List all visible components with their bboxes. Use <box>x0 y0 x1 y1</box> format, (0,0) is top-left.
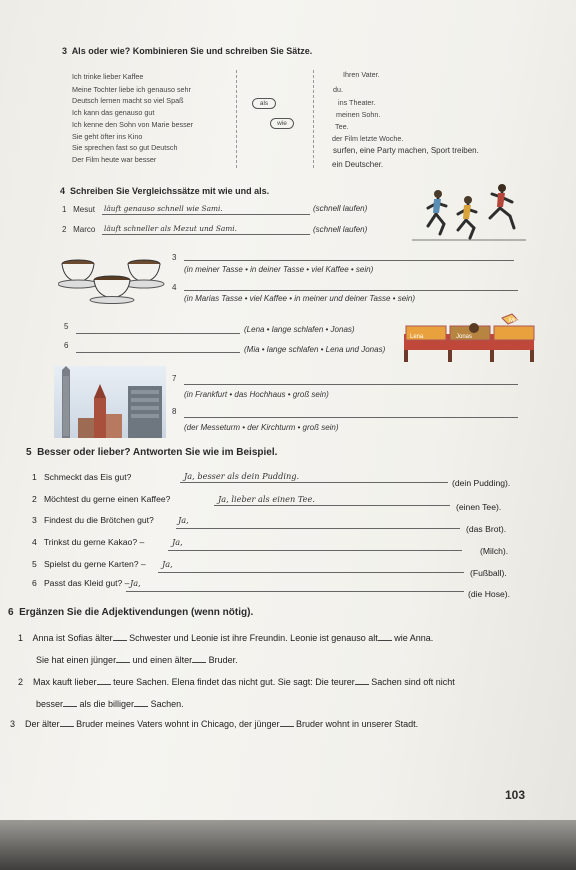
ex5-item-6-answer[interactable]: Ja, <box>130 578 141 588</box>
exercise-4-number: 4 <box>60 186 66 196</box>
ex6-item-2-blank-4[interactable] <box>134 698 148 707</box>
ex6-item-2-part-e: als die billiger <box>79 699 135 709</box>
ex5-item-2-answer[interactable]: Ja, lieber als einen Tee. <box>218 494 315 504</box>
ex5-item-1-number: 1 <box>32 472 37 482</box>
ex4-item-2-number: 2 <box>62 225 67 234</box>
bed-label-mia: Mia <box>509 318 519 324</box>
ex3-right-8: ein Deutscher. <box>332 160 384 169</box>
ex4-item-1-number: 1 <box>62 205 67 214</box>
ex5-item-1-question: Schmeckt das Eis gut? <box>43 472 132 482</box>
ex5-item-4 <box>32 537 144 547</box>
ex4-item-5-number: 5 <box>64 322 69 331</box>
ex3-separator-right <box>313 70 314 168</box>
ex6-item-3-blank-1[interactable] <box>60 718 74 727</box>
ex6-item-2-part-d: besser <box>36 699 64 709</box>
ex4-item-2 <box>62 225 95 234</box>
ex4-item-5-line[interactable] <box>76 333 240 334</box>
ex5-item-1 <box>32 472 131 482</box>
ex3-right-6: der Film letzte Woche. <box>332 134 404 143</box>
ex3-right-7: surfen, eine Party machen, Sport treiben. <box>333 146 479 155</box>
ex6-item-1-part-f: Bruder. <box>208 655 238 665</box>
ex4-item-3-number: 3 <box>172 253 177 262</box>
ex4-item-1-answer[interactable]: läuft genauso schnell wie Sami. <box>104 204 223 213</box>
beds-illustration <box>404 312 536 364</box>
ex5-item-4-cue: (Milch). <box>480 546 509 556</box>
ex5-item-6-cue: (die Hose). <box>468 589 511 599</box>
ex5-item-3 <box>32 515 154 525</box>
ex6-item-1-part-d: Sie hat einen jünger <box>36 655 117 665</box>
ex5-item-5-cue: (Fußball). <box>470 568 507 578</box>
ex4-item-1-subject: Mesut <box>73 205 95 214</box>
ex4-item-7-cue: (in Frankfurt • das Hochhaus • groß sein) <box>184 390 329 399</box>
ex4-item-7-line[interactable] <box>184 384 518 385</box>
ex5-item-1-answer[interactable]: Ja, besser als dein Pudding. <box>184 471 300 481</box>
ex6-item-1-part-a: Anna ist Sofias älter <box>32 633 113 643</box>
ex3-left-3: Deutsch lernen macht so viel Spaß <box>72 96 184 105</box>
ex6-item-3-number: 3 <box>10 719 16 729</box>
ex5-item-3-number: 3 <box>32 515 37 525</box>
ex5-item-6 <box>32 578 129 588</box>
messeturm <box>62 366 70 438</box>
ex4-item-7-number: 7 <box>172 374 177 383</box>
exercise-4-title <box>60 186 269 196</box>
runner-right <box>490 184 514 228</box>
runner-middle <box>458 196 476 238</box>
ex3-right-5: Tee. <box>335 122 349 131</box>
ex3-right-2: du. <box>333 85 343 94</box>
cup-left <box>58 260 98 288</box>
ex4-item-3-cue: (in meiner Tasse • in deiner Tasse • viel Kaffee • sein) <box>184 265 374 274</box>
als-option: als <box>252 98 276 109</box>
ex5-item-6-line <box>126 591 464 592</box>
runners-illustration <box>410 180 530 246</box>
exercise-6-number: 6 <box>8 607 14 618</box>
exercise-3-instruction: Als oder wie? Kombinieren Sie und schreiben Sie Sätze. <box>71 46 313 56</box>
ex4-item-1-line <box>102 214 310 215</box>
ex6-item-2-blank-1[interactable] <box>97 676 111 685</box>
ex6-item-1-blank-1[interactable] <box>113 632 127 641</box>
ex6-item-1-part-e: und einen älter <box>132 655 193 665</box>
ex6-item-2-number: 2 <box>18 677 24 687</box>
ex5-item-5 <box>32 559 146 569</box>
ex5-item-2-cue: (einen Tee). <box>456 502 502 512</box>
ex4-item-4-number: 4 <box>172 283 177 292</box>
ex5-item-3-line <box>176 528 460 529</box>
ex6-item-2-blank-3[interactable] <box>63 698 77 707</box>
ex6-item-3-part-c: Bruder wohnt in unserer Stadt. <box>296 719 419 729</box>
ex3-separator-left <box>236 70 237 168</box>
ex4-item-1 <box>62 205 95 214</box>
ex3-right-3: ins Theater. <box>338 98 376 107</box>
exercise-5-title <box>26 447 277 458</box>
ex6-item-2-part-a: Max kauft lieber <box>33 677 97 687</box>
ex4-item-3-line[interactable] <box>184 260 514 261</box>
ex3-left-5: Ich kenne den Sohn von Marie besser <box>72 120 194 129</box>
ex6-item-2-blank-2[interactable] <box>355 676 369 685</box>
coffee-cups-illustration <box>58 252 168 304</box>
ex5-item-2-line <box>214 505 450 506</box>
page-shadow-edge <box>0 820 576 870</box>
ex3-left-2: Meine Tochter liebe ich genauso sehr <box>72 85 191 94</box>
ex4-item-5-cue: (Lena • lange schlafen • Jonas) <box>244 325 355 334</box>
ex3-left-4: Ich kann das genauso gut <box>72 108 155 117</box>
runner-left <box>428 190 446 234</box>
cup-right <box>124 260 164 288</box>
ex5-item-3-question: Findest du die Brötchen gut? <box>43 515 154 525</box>
ex5-item-4-line <box>168 550 462 551</box>
ex5-item-5-answer[interactable]: Ja, <box>162 559 173 569</box>
ex5-item-4-answer[interactable]: Ja, <box>172 537 183 547</box>
wie-option: wie <box>270 118 294 129</box>
ex4-item-4-cue: (in Marias Tasse • viel Kaffee • in meiner und deiner Tasse • sein) <box>184 294 416 303</box>
ex3-left-7: Sie sprechen fast so gut Deutsch <box>72 143 178 152</box>
ex4-item-8-number: 8 <box>172 407 177 416</box>
ex6-item-3-line-1 <box>10 718 418 729</box>
ex5-item-4-number: 4 <box>32 537 37 547</box>
ex3-left-6: Sie geht öfter ins Kino <box>72 132 143 141</box>
page-number: 103 <box>505 788 526 802</box>
ex6-item-1-blank-2[interactable] <box>378 632 392 641</box>
frankfurt-skyline-illustration <box>54 366 166 438</box>
ex6-item-1-number: 1 <box>18 633 24 643</box>
ex4-item-2-answer[interactable]: läuft schneller als Mezut und Sami. <box>104 224 238 233</box>
ex4-item-2-cue: (schnell laufen) <box>313 225 368 234</box>
ex5-item-2-number: 2 <box>32 494 37 504</box>
ex3-left-1: Ich trinke lieber Kaffee <box>72 72 144 81</box>
ex6-item-2-part-f: Sachen. <box>150 699 184 709</box>
ex5-item-5-line <box>158 572 464 573</box>
ex3-right-1: Ihren Vater. <box>343 70 380 79</box>
ex4-item-2-subject: Marco <box>73 225 96 234</box>
ex3-right-4: meinen Sohn. <box>336 110 381 119</box>
ex6-item-1-line-2 <box>36 654 238 665</box>
ex5-item-6-number: 6 <box>32 578 37 588</box>
exercise-5-instruction: Besser oder lieber? Antworten Sie wie im Beispiel. <box>37 447 278 458</box>
ex4-item-6-cue: (Mia • lange schlafen • Lena und Jonas) <box>244 345 386 354</box>
hochhaus <box>128 386 162 438</box>
exercise-3-title <box>62 46 312 56</box>
ex4-item-2-line <box>102 234 310 235</box>
ex5-item-2-question: Möchtest du gerne einen Kaffee? <box>43 494 171 504</box>
ex4-item-6-line[interactable] <box>76 352 240 353</box>
ex4-item-4-line[interactable] <box>184 290 518 291</box>
ex6-item-3-part-a: Der älter <box>25 719 60 729</box>
ex5-item-1-cue: (dein Pudding). <box>452 478 511 488</box>
ex5-item-3-cue: (das Brot). <box>466 524 507 534</box>
ex6-item-1-part-b: Schwester und Leonie ist ihre Freundin. Leonie ist genauso alt <box>129 633 378 643</box>
ex4-item-6-number: 6 <box>64 341 69 350</box>
ex5-item-4-question: Trinkst du gerne Kakao? – <box>43 537 145 547</box>
ex5-item-2 <box>32 494 170 504</box>
exercise-6-instruction: Ergänzen Sie die Adjektivendungen (wenn nötig). <box>19 607 254 618</box>
ex6-item-1-line-1 <box>18 632 433 643</box>
ex6-item-1-blank-3[interactable] <box>116 654 130 663</box>
ex3-left-8: Der Film heute war besser <box>72 155 157 164</box>
ex6-item-2-part-c: Sachen sind oft nicht <box>371 677 455 687</box>
ex6-item-3-part-b: Bruder meines Vaters wohnt in Chicago, der jünger <box>76 719 280 729</box>
ex5-item-1-line <box>180 482 448 483</box>
ex5-item-6-question: Passt das Kleid gut? – <box>43 578 130 588</box>
ex6-item-2-line-2 <box>36 698 184 709</box>
ex5-item-3-answer[interactable]: Ja, <box>178 515 189 525</box>
bed-label-lena: Lena <box>410 334 424 340</box>
ex4-item-1-cue: (schnell laufen) <box>313 204 368 213</box>
ex6-item-1-part-c: wie Anna. <box>394 633 434 643</box>
ex5-item-5-number: 5 <box>32 559 37 569</box>
exercise-6-title <box>8 607 253 618</box>
exercise-4-instruction: Schreiben Sie Vergleichssätze mit wie und als. <box>70 186 270 196</box>
ex4-item-8-cue: (der Messeturm • der Kirchturm • groß sein) <box>184 423 339 432</box>
ex5-item-5-question: Spielst du gerne Karten? – <box>43 559 146 569</box>
exercise-3-number: 3 <box>62 46 68 56</box>
cup-bottom <box>90 276 134 304</box>
exercise-5-number: 5 <box>26 447 32 458</box>
ex4-item-8-line[interactable] <box>184 417 518 418</box>
bed-label-jonas: Jonas <box>456 334 473 340</box>
ex6-item-2-part-b: teure Sachen. Elena findet das nicht gut. Sie sagt: Die teurer <box>113 677 355 687</box>
ex6-item-3-blank-2[interactable] <box>280 718 294 727</box>
ex6-item-1-blank-4[interactable] <box>192 654 206 663</box>
ex6-item-2-line-1 <box>18 676 455 687</box>
